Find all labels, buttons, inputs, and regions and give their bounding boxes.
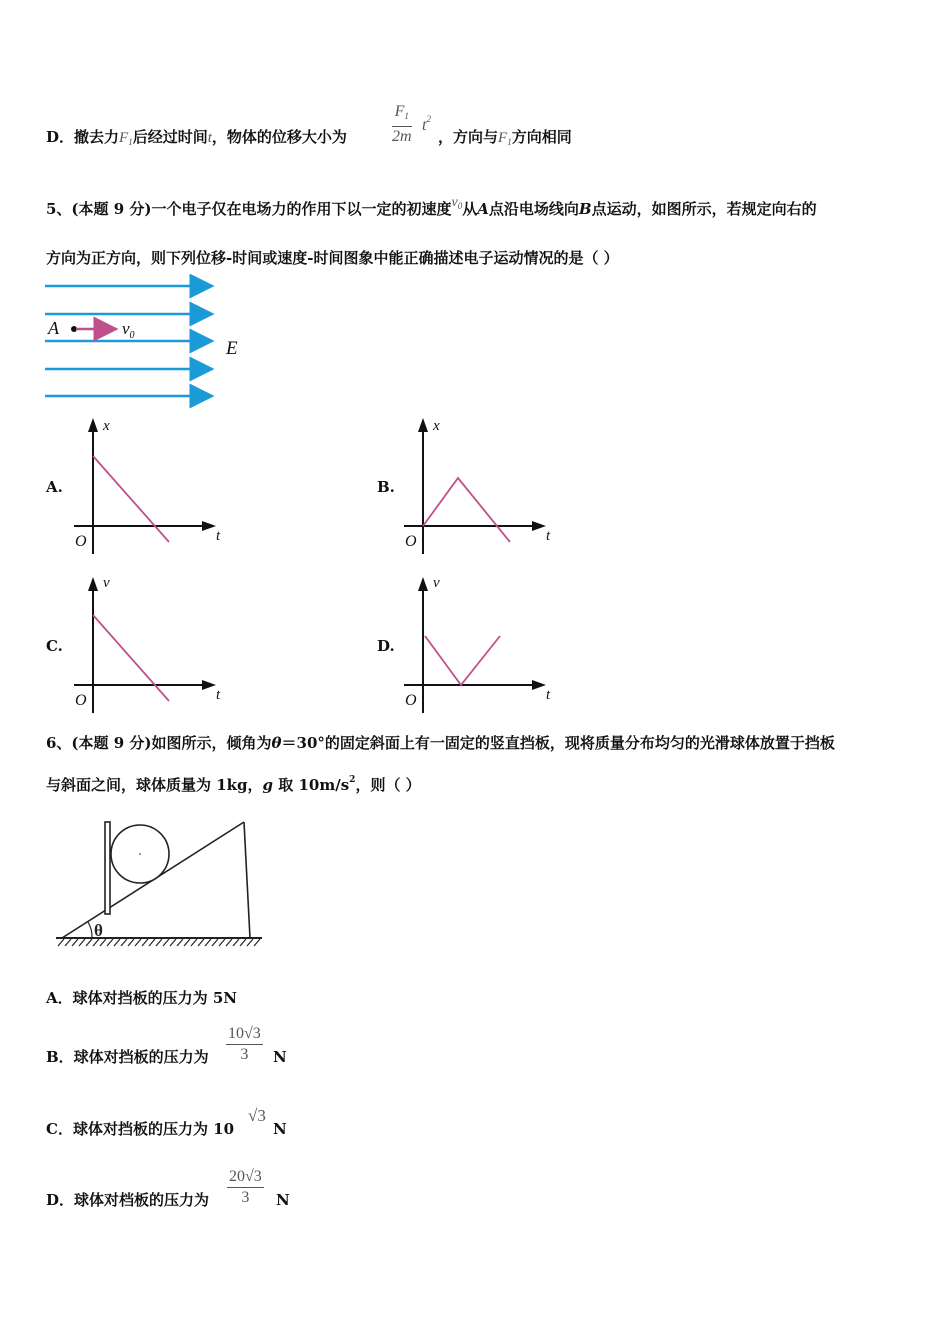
q5-graph-d[interactable] bbox=[396, 573, 566, 718]
q5-option-b-label[interactable]: B. bbox=[377, 478, 395, 496]
q5-graph-a[interactable] bbox=[66, 414, 236, 559]
q6-option-c-unit: N bbox=[273, 1120, 287, 1138]
label-v0: $v_0$ bbox=[122, 319, 135, 341]
svg-text:x: x bbox=[103, 418, 110, 434]
q5-graph-b[interactable] bbox=[396, 414, 566, 559]
q6-option-b-fraction: $\frac{10√3}{3}$ bbox=[228, 1025, 261, 1063]
baffle bbox=[105, 822, 110, 914]
q5-stem-line1: 5、(本题 9 分)一个电子仅在电场力的作用下以一定的初速度$v_0$从A点沿电场线向B点运动，如图所示，若规定向右的 bbox=[46, 195, 817, 218]
svg-text:t: t bbox=[546, 687, 551, 703]
q5-option-a-label[interactable]: A. bbox=[46, 478, 63, 496]
incline-back bbox=[244, 822, 250, 938]
graph-line bbox=[425, 636, 500, 685]
svg-text:v: v bbox=[103, 575, 110, 591]
q6-option-d[interactable]: D．球体对档板的压力为 bbox=[46, 1191, 210, 1209]
svg-text:O: O bbox=[75, 533, 87, 550]
q6-option-a[interactable]: A．球体对挡板的压力为 5N bbox=[46, 989, 238, 1007]
q6-option-b[interactable]: B．球体对挡板的压力为 bbox=[46, 1048, 209, 1066]
displacement-fraction: $\frac{F_1}{2m}$ $t^2$ bbox=[392, 103, 431, 145]
q6-option-c[interactable]: C．球体对挡板的压力为 10 bbox=[46, 1120, 235, 1138]
svg-text:O: O bbox=[405, 692, 417, 709]
svg-text:x: x bbox=[433, 418, 440, 434]
electric-field-figure bbox=[40, 274, 260, 410]
q5-stem-line2: 方向为正方向，则下列位移-时间或速度-时间图象中能正确描述电子运动情况的是（ ） bbox=[46, 249, 619, 267]
graph-line bbox=[93, 615, 169, 701]
q6-stem-line1: 6、(本题 9 分)如图所示，倾角为θ＝30°的固定斜面上有一固定的竖直挡板，现将质量分布均匀的光滑球体放置于挡板 bbox=[46, 734, 835, 752]
q5-option-c-label[interactable]: C. bbox=[46, 637, 63, 655]
f1-symbol: $F_1$ bbox=[119, 130, 133, 147]
svg-text:O: O bbox=[405, 533, 417, 550]
q6-option-c-root: √3 bbox=[248, 1106, 266, 1125]
q4-option-d: D．撤去力$F_1$后经过时间t，物体的位移大小为 bbox=[46, 128, 347, 147]
graph-line bbox=[423, 478, 510, 542]
svg-text:t: t bbox=[546, 528, 551, 544]
q6-stem-line2: 与斜面之间，球体质量为 1kg，g 取 $10m/s^2$，则（ ） bbox=[46, 775, 421, 794]
svg-text:v: v bbox=[433, 575, 440, 591]
q6-option-d-unit: N bbox=[276, 1191, 290, 1209]
svg-text:O: O bbox=[75, 692, 87, 709]
label-a: A bbox=[48, 318, 59, 338]
q5-graph-c[interactable] bbox=[66, 573, 236, 718]
theta-label: θ bbox=[94, 921, 103, 940]
svg-text:t: t bbox=[216, 528, 221, 544]
angle-arc bbox=[88, 922, 92, 938]
q6-option-b-unit: N bbox=[273, 1048, 287, 1066]
svg-text:t: t bbox=[216, 687, 221, 703]
q4-option-d-tail: ，方向与$F_1$方向相同 bbox=[438, 128, 572, 147]
q5-option-d-label[interactable]: D. bbox=[377, 637, 395, 655]
q6-option-d-fraction: $\frac{20√3}{3}$ bbox=[229, 1168, 262, 1206]
graph-line bbox=[93, 456, 169, 542]
label-e: E bbox=[226, 338, 238, 359]
incline-figure bbox=[48, 812, 268, 957]
